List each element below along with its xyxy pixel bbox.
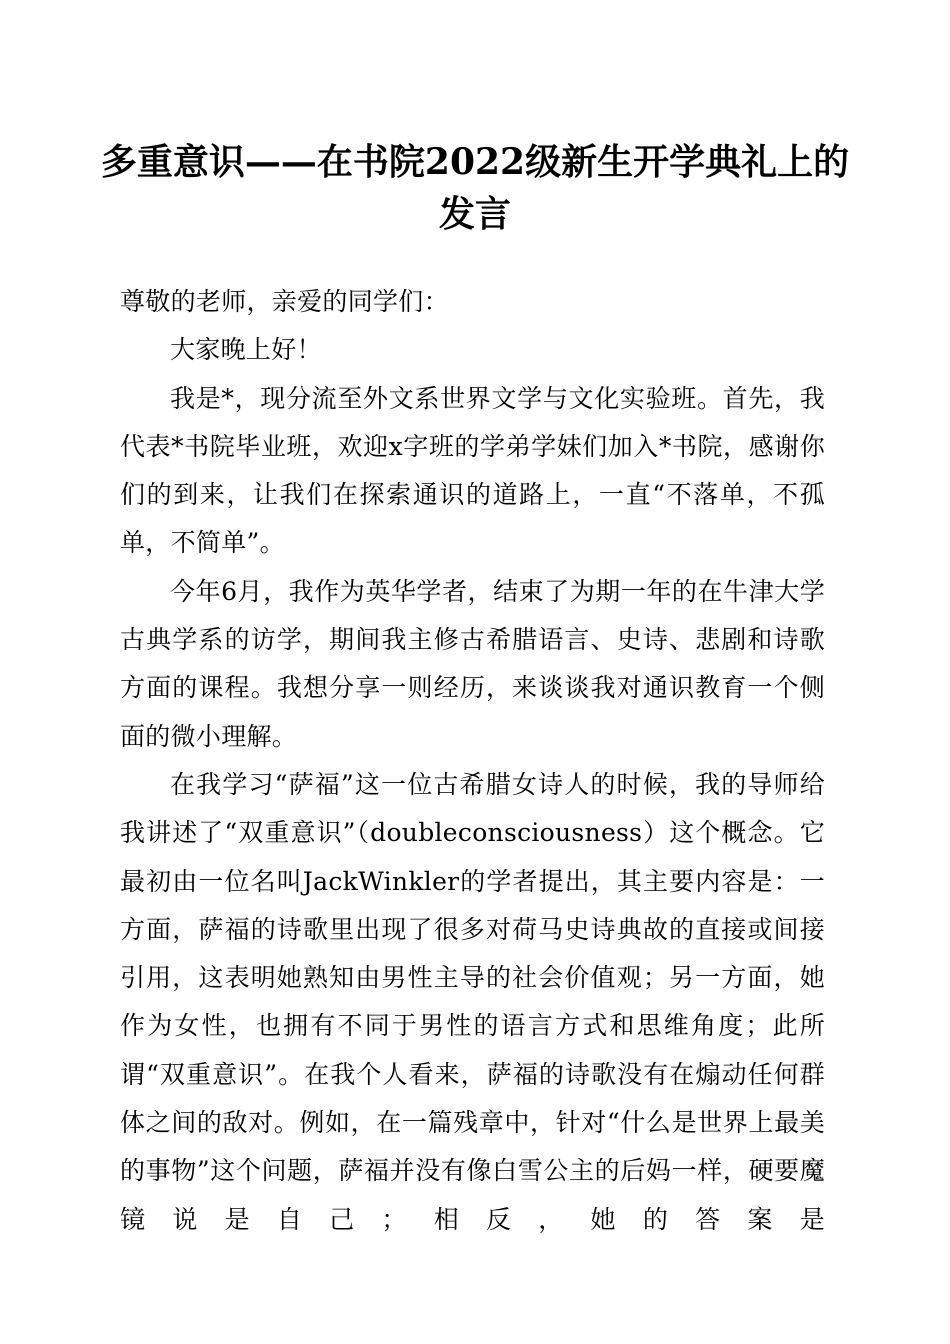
document-title: 多重意识——在书院2022级新生开学典礼上的发言 — [100, 141, 850, 235]
greeting: 大家晚上好！ — [170, 335, 322, 365]
body-paragraph: 我是*，现分流至外文系世界文学与文化实验班。首先，我代表*书院毕业班，欢迎x字班的学弟学妹们加入*书院，感谢你们的到来，让我们在探索通识的道路上，一直“不落单，不孤单，不简单”。 — [120, 383, 825, 558]
body-paragraph: 在我学习“萨福”这一位古希腊女诗人的时候，我的导师给我讲述了“双重意识”（doubleconsciousness）这个概念。它最初由一位名叫JackWinkler的学者提出，其主要内容是：一方面，萨福的诗歌里出现了很多对荷马史诗典故的直接或间接引用，这表明她熟知由男性主导的社会价值观；另一方面，她作为女性，也拥有不同于男性的语言方式和思维角度；此所谓“双重意识”。在我个人看来，萨福的诗歌没有在煽动任何群体之间的敌对。例如，在一篇残章中，针对“什么是世界上最美的事物”这个问题，萨福并没有像白雪公主的后妈一样，硬要魔镜说是自己；相反，她的答案是 — [120, 769, 825, 1234]
body-paragraph: 今年6月，我作为英华学者，结束了为期一年的在牛津大学古典学系的访学，期间我主修古希腊语言、史诗、悲剧和诗歌方面的课程。我想分享一则经历，来谈谈我对通识教育一个侧面的微小理解。 — [120, 576, 825, 751]
salutation: 尊敬的老师，亲爱的同学们： — [120, 287, 449, 316]
document-body — [120, 278, 825, 1244]
